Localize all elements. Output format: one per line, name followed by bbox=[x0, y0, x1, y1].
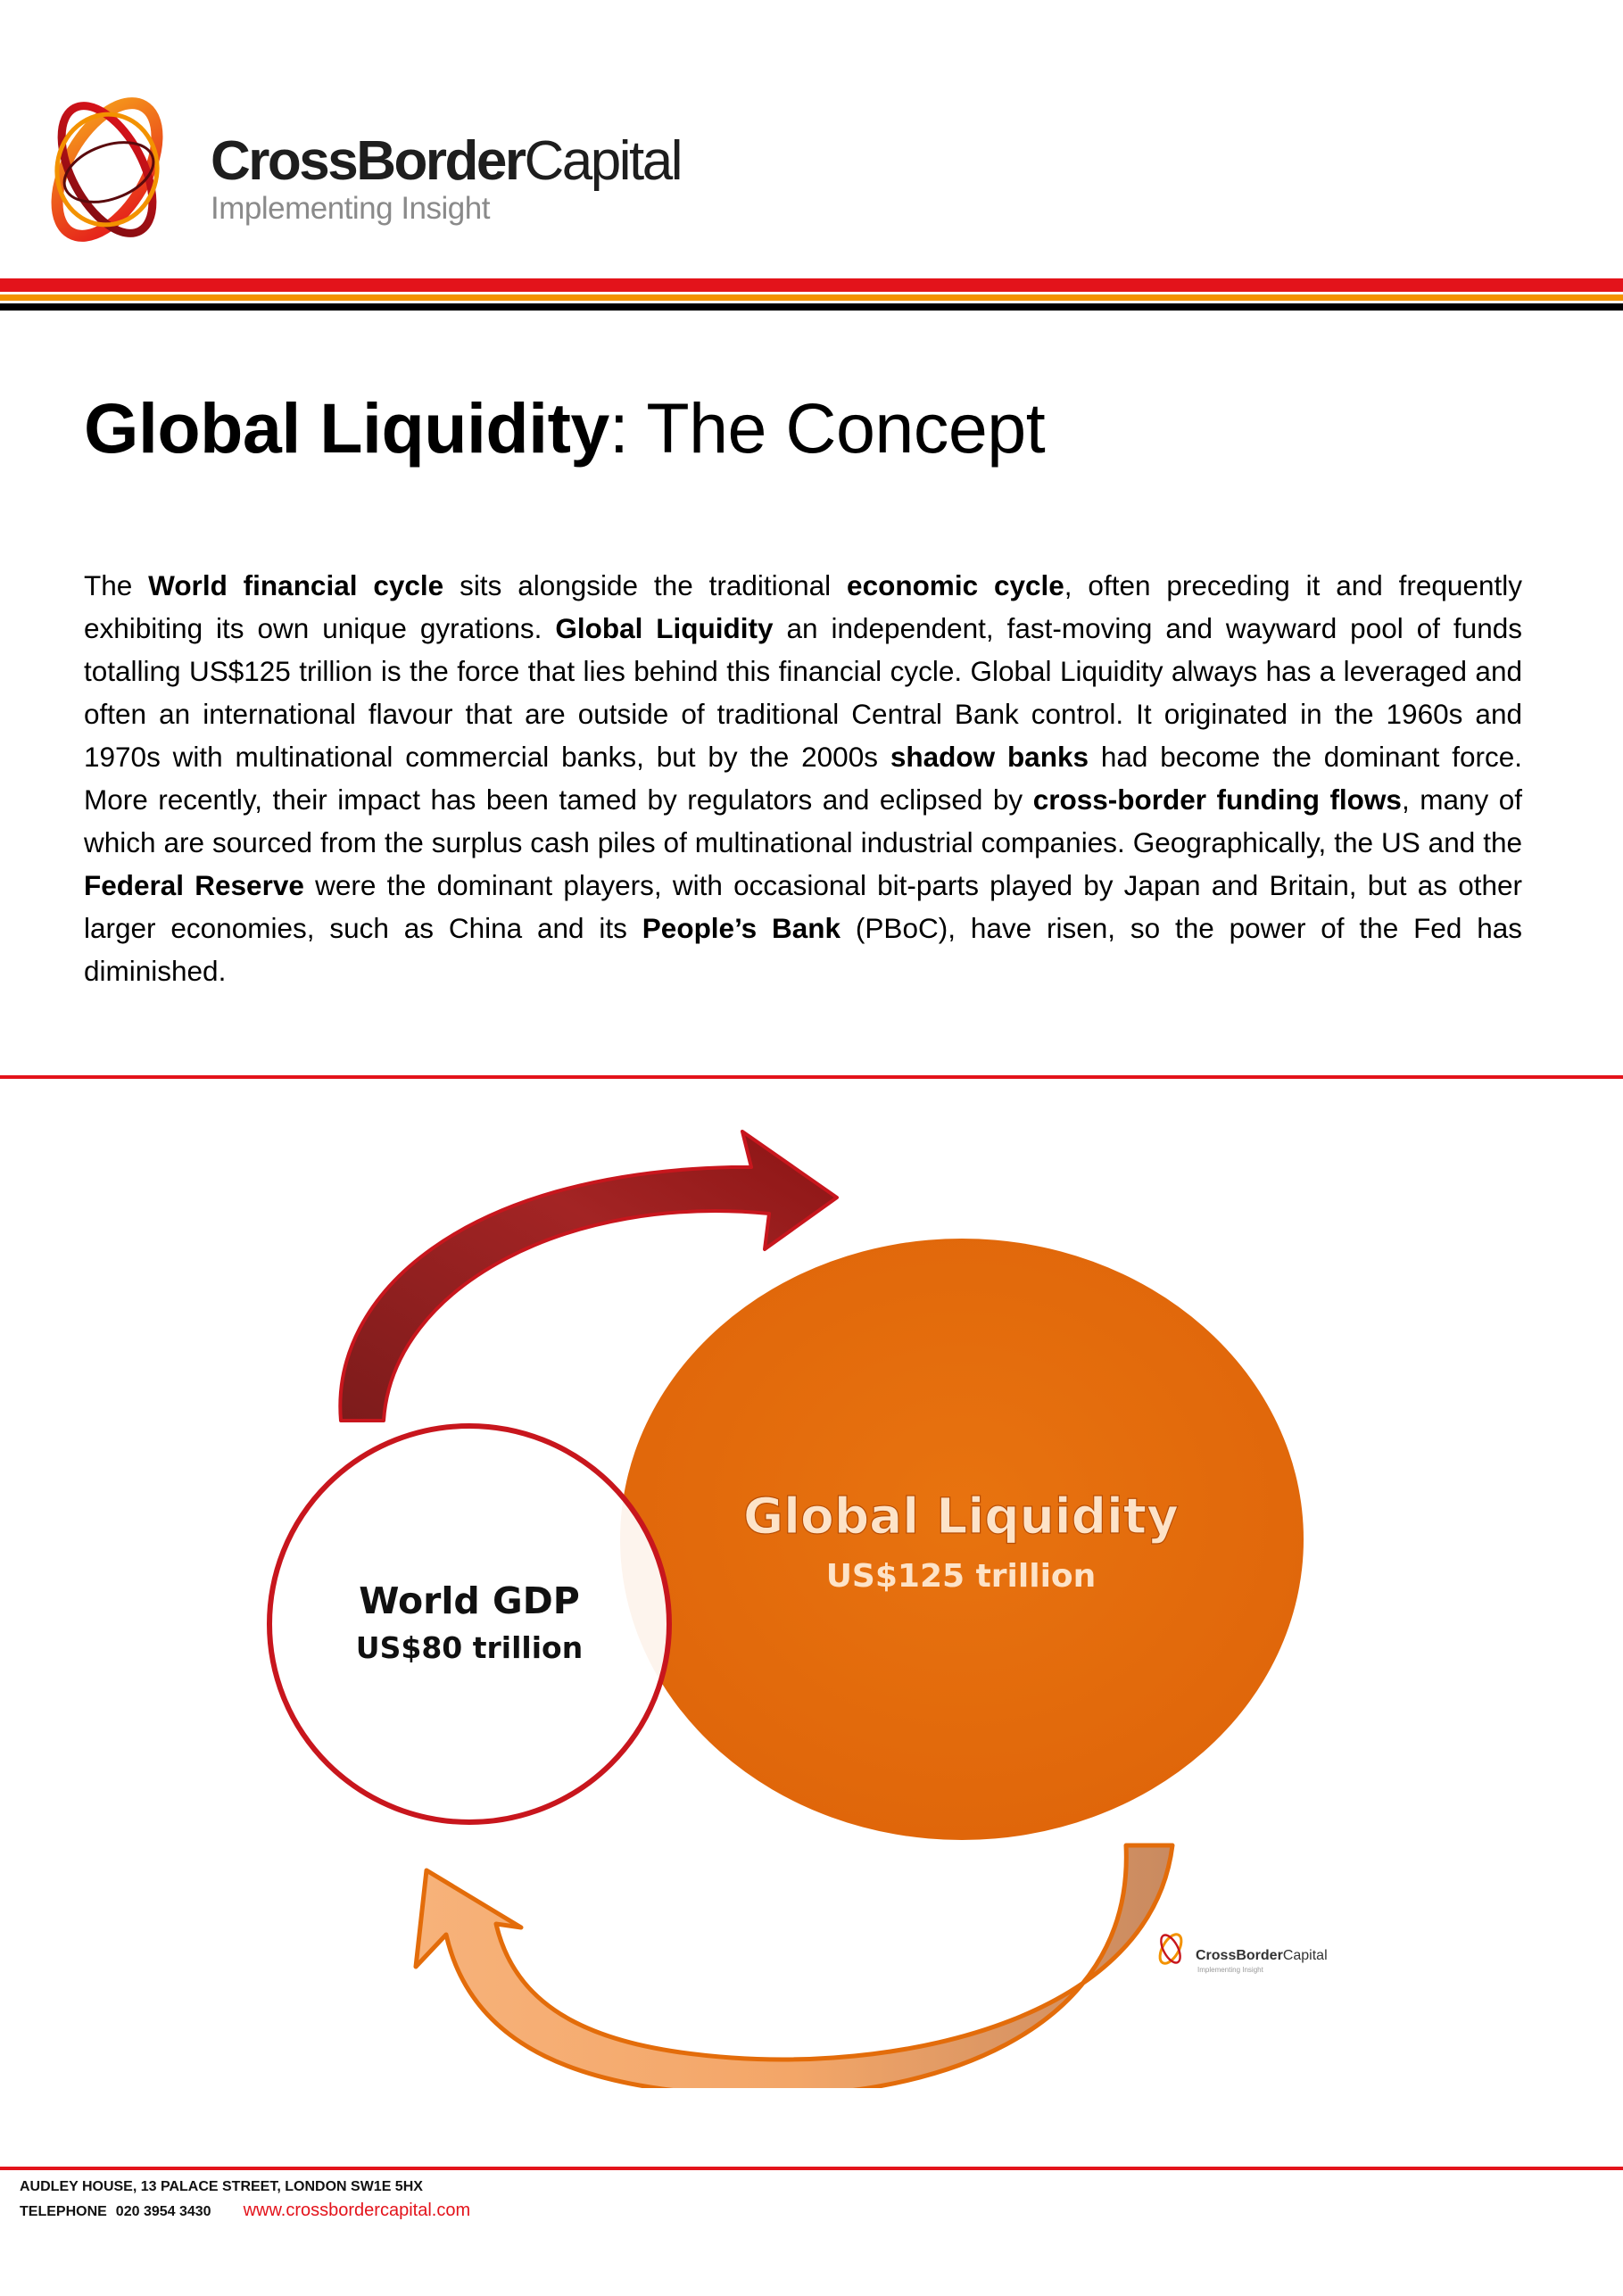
page-title bbox=[84, 388, 1046, 468]
paragraph-text: (PBoC), have risen, so the power of the Fed has diminished. bbox=[84, 912, 1522, 987]
paragraph-bold: World financial cycle bbox=[148, 569, 444, 601]
gdp-label: World GDP bbox=[359, 1579, 580, 1622]
liquidity-value: US$125 trillion bbox=[825, 1558, 1097, 1595]
mini-brand-light: Capital bbox=[1282, 1948, 1328, 1963]
paragraph-bold: Global Liquidity bbox=[555, 612, 774, 644]
footer-website-link[interactable]: www.crossbordercapital.com bbox=[243, 2201, 471, 2220]
brand-name bbox=[211, 130, 681, 192]
paragraph-text: an independent, fast-moving and wayward pool of funds totalling US$125 trillion is the force that lies behind this financial cycle. Global Liquidity always has a leveraged and often an international flavour that are outside of traditional Central Bank control. It originated in the 1960s and 1970s with multinational commercial banks, but by the 2000s bbox=[84, 612, 1522, 773]
intro-paragraph bbox=[84, 564, 1522, 992]
paragraph-text: had become the dominant force. More recently, their impact has been tamed by regulators and eclipsed by bbox=[84, 741, 1522, 816]
footer-tel-label: TELEPHONE bbox=[20, 2204, 107, 2219]
gdp-value: US$80 trillion bbox=[355, 1630, 584, 1665]
page-title-bold: Global Liquidity bbox=[84, 388, 609, 468]
paragraph-text: , often preceding it and frequently exhibiting its own unique gyrations. bbox=[84, 569, 1522, 644]
footer-address: AUDLEY HOUSE, 13 PALACE STREET, LONDON SW1E 5HX bbox=[20, 2179, 423, 2194]
section-divider bbox=[0, 1075, 1623, 1079]
brand-name-light: Capital bbox=[524, 130, 681, 192]
paragraph-text: , many of which are sourced from the surplus cash piles of multinational industrial companies. Geographically, the US and the bbox=[84, 783, 1523, 858]
brand-logo-icon bbox=[36, 85, 178, 254]
footer-divider bbox=[0, 2167, 1623, 2170]
bottom-cycle-arrow bbox=[416, 1845, 1172, 2088]
mini-brand-name bbox=[1196, 1948, 1328, 1963]
world-gdp-ring bbox=[269, 1426, 669, 1822]
paragraph-bold: Federal Reserve bbox=[84, 869, 304, 901]
footer-contact bbox=[20, 2199, 470, 2224]
paragraph-bold: People’s Bank bbox=[642, 912, 841, 944]
paragraph-bold: cross-border funding flows bbox=[1032, 783, 1402, 816]
brand bbox=[211, 130, 681, 227]
mini-brand-logo-icon bbox=[1155, 1931, 1186, 1967]
mini-brand-tagline: Implementing Insight bbox=[1197, 1966, 1263, 1974]
liquidity-label: Global Liquidity bbox=[743, 1488, 1179, 1545]
paragraph-text: The bbox=[84, 569, 149, 601]
page-title-rest: : The Concept bbox=[609, 388, 1046, 468]
brand-name-bold: CrossBorder bbox=[211, 130, 525, 192]
paragraph-text: were the dominant players, with occasional bit-parts played by Japan and Britain, but as other larger economies, such as China and its bbox=[84, 869, 1523, 944]
brand-tagline: Implementing Insight bbox=[211, 191, 490, 226]
footer-tel-number: 020 3954 3430 bbox=[115, 2204, 211, 2219]
footer bbox=[20, 2176, 470, 2224]
header-stripes bbox=[0, 278, 1623, 311]
paragraph-bold: shadow banks bbox=[890, 741, 1089, 773]
paragraph-bold: economic cycle bbox=[847, 569, 1064, 601]
mini-brand-bold: CrossBorder bbox=[1196, 1948, 1283, 1963]
paragraph-text: sits alongside the traditional bbox=[443, 569, 848, 601]
liquidity-diagram bbox=[0, 1124, 1623, 2088]
